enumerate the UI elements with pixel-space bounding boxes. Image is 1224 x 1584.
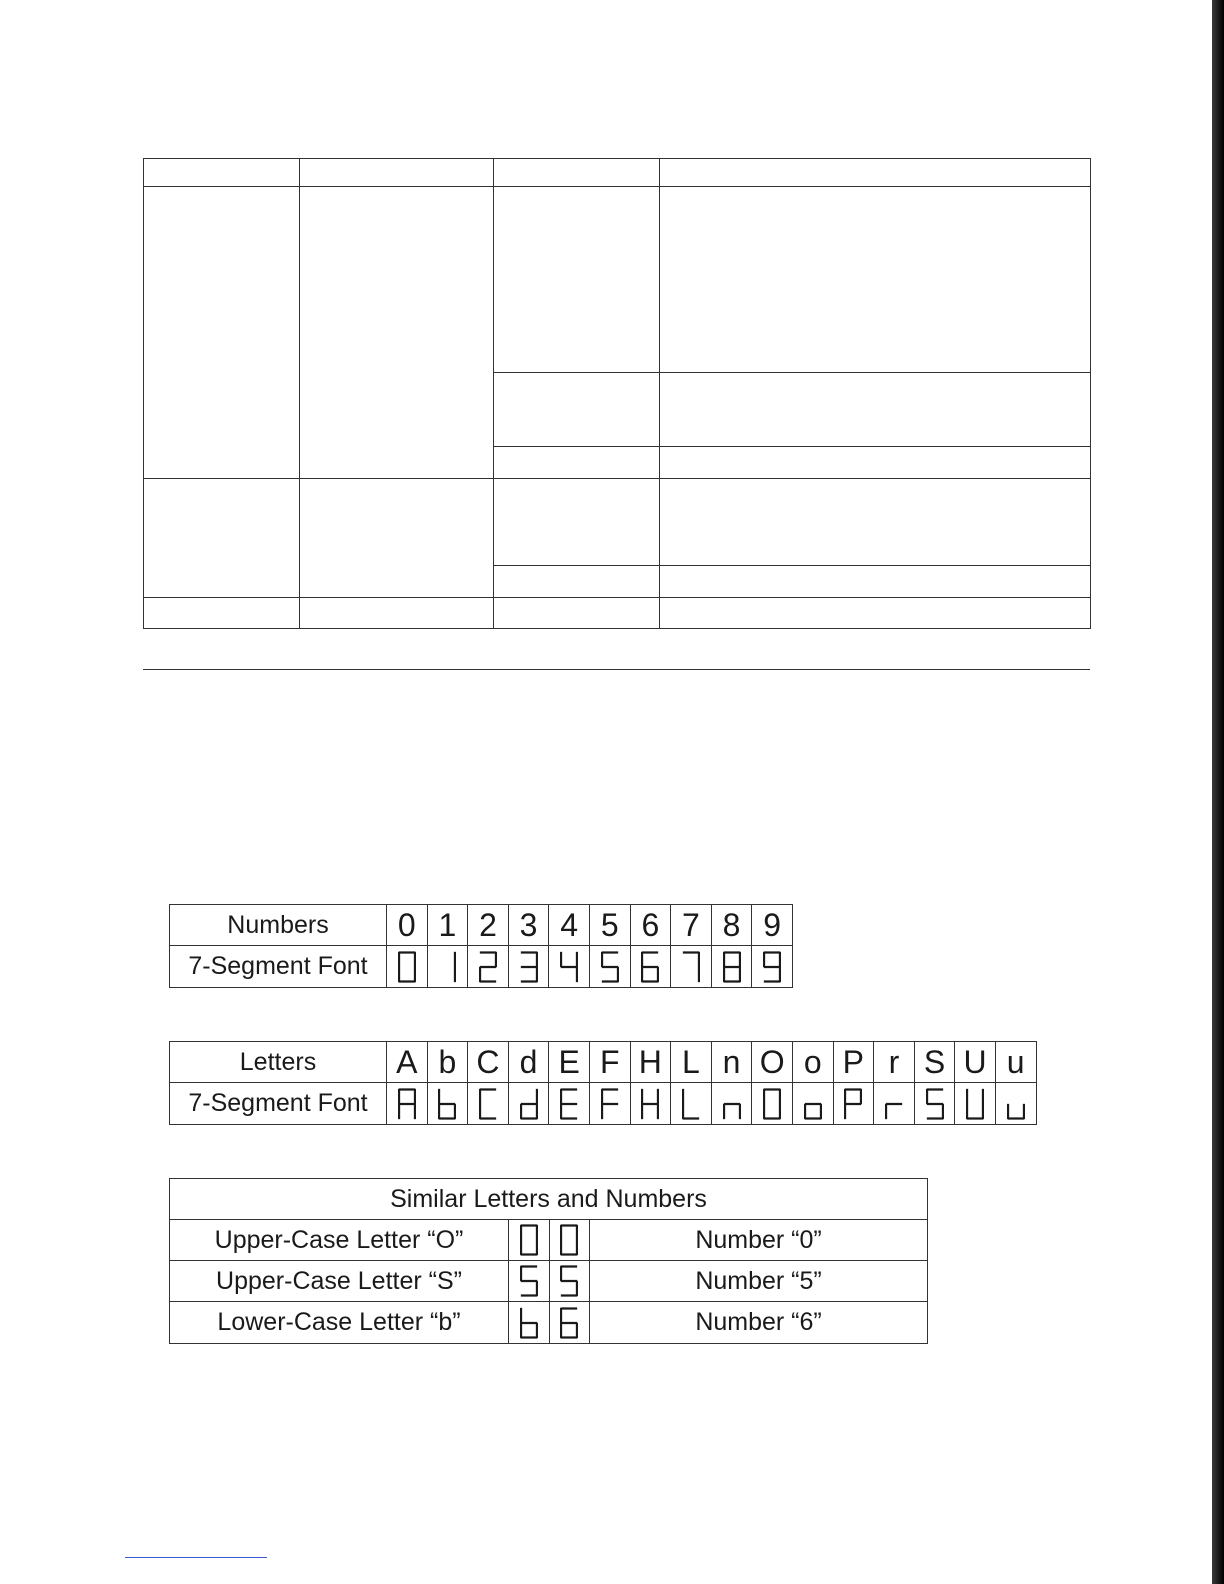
letter-segment-cell <box>671 1083 712 1125</box>
seven-segment-glyph-icon <box>885 1088 903 1120</box>
seven-segment-glyph-icon <box>560 1224 578 1256</box>
similar-number-glyph <box>549 1261 590 1302</box>
number-char-cell: 4 <box>549 905 590 946</box>
seven-segment-glyph-icon <box>682 951 700 983</box>
seven-segment-font-label: 7-Segment Font <box>170 1083 387 1125</box>
number-char-cell: 8 <box>711 905 752 946</box>
similar-letter-label: Upper-Case Letter “O” <box>170 1220 509 1261</box>
number-char-cell: 2 <box>468 905 509 946</box>
page-edge-shadow <box>1212 0 1224 1584</box>
letter-char-cell: C <box>468 1042 509 1083</box>
similar-number-label: Number “0” <box>590 1220 928 1261</box>
number-char-cell: 7 <box>671 905 712 946</box>
seven-segment-font-label: 7-Segment Font <box>170 946 387 988</box>
seven-segment-glyph-icon <box>520 1088 538 1120</box>
similar-number-label: Number “5” <box>590 1261 928 1302</box>
section-divider <box>143 669 1090 670</box>
seven-segment-glyph-icon <box>520 1265 538 1297</box>
similar-letter-glyph <box>509 1302 550 1344</box>
letter-segment-cell <box>955 1083 996 1125</box>
letter-segment-cell <box>752 1083 793 1125</box>
letter-segment-cell <box>833 1083 874 1125</box>
letter-segment-cell <box>914 1083 955 1125</box>
number-segment-cell <box>549 946 590 988</box>
seven-segment-glyph-icon <box>601 1088 619 1120</box>
grid-cell <box>494 598 660 629</box>
seven-segment-glyph-icon <box>926 1088 944 1120</box>
grid-cell <box>660 159 1091 187</box>
letter-char-cell: r <box>874 1042 915 1083</box>
seven-segment-glyph-icon <box>763 1088 781 1120</box>
number-segment-cell <box>387 946 428 988</box>
seven-segment-glyph-icon <box>520 1224 538 1256</box>
seven-segment-glyph-icon <box>438 951 456 983</box>
letter-char-cell: E <box>549 1042 590 1083</box>
letter-char-cell: O <box>752 1042 793 1083</box>
grid-cell <box>144 159 300 187</box>
grid-cell <box>144 479 300 598</box>
similar-number-glyph <box>549 1220 590 1261</box>
letter-segment-cell <box>427 1083 468 1125</box>
number-segment-cell <box>711 946 752 988</box>
number-char-cell: 5 <box>589 905 630 946</box>
seven-segment-glyph-icon <box>763 951 781 983</box>
grid-cell <box>300 187 494 479</box>
letter-segment-cell <box>792 1083 833 1125</box>
seven-segment-glyph-icon <box>601 951 619 983</box>
grid-cell <box>494 373 660 447</box>
letter-char-cell: S <box>914 1042 955 1083</box>
seven-segment-glyph-icon <box>438 1088 456 1120</box>
similar-letter-glyph <box>509 1220 550 1261</box>
footer-link-underline <box>125 1557 267 1558</box>
letter-segment-cell <box>995 1083 1036 1125</box>
letter-char-cell: u <box>995 1042 1036 1083</box>
number-segment-cell <box>630 946 671 988</box>
seven-segment-glyph-icon <box>520 951 538 983</box>
seven-segment-glyph-icon <box>723 951 741 983</box>
number-segment-cell <box>427 946 468 988</box>
seven-segment-glyph-icon <box>479 951 497 983</box>
letter-segment-cell <box>589 1083 630 1125</box>
letter-segment-cell <box>630 1083 671 1125</box>
seven-segment-glyph-icon <box>641 1088 659 1120</box>
numbers-font-table <box>169 904 793 988</box>
grid-cell <box>494 479 660 566</box>
number-char-cell: 6 <box>630 905 671 946</box>
letter-char-cell: o <box>792 1042 833 1083</box>
letter-char-cell: b <box>427 1042 468 1083</box>
seven-segment-glyph-icon <box>560 1088 578 1120</box>
similar-letters-numbers-table <box>169 1178 928 1344</box>
grid-cell <box>660 373 1091 447</box>
grid-cell <box>660 598 1091 629</box>
number-char-cell: 9 <box>752 905 793 946</box>
seven-segment-glyph-icon <box>560 951 578 983</box>
grid-cell <box>144 598 300 629</box>
similar-letter-glyph <box>509 1261 550 1302</box>
number-char-cell: 3 <box>508 905 549 946</box>
letter-char-cell: H <box>630 1042 671 1083</box>
grid-cell <box>660 566 1091 598</box>
grid-cell <box>300 479 494 598</box>
grid-cell <box>660 187 1091 373</box>
number-char-cell: 0 <box>387 905 428 946</box>
seven-segment-glyph-icon <box>398 1088 416 1120</box>
letter-char-cell: n <box>711 1042 752 1083</box>
letters-label: Letters <box>170 1042 387 1083</box>
letter-segment-cell <box>711 1083 752 1125</box>
letter-char-cell: P <box>833 1042 874 1083</box>
similar-number-glyph <box>549 1302 590 1344</box>
seven-segment-glyph-icon <box>520 1307 538 1339</box>
similar-number-label: Number “6” <box>590 1302 928 1344</box>
seven-segment-glyph-icon <box>479 1088 497 1120</box>
grid-cell <box>300 159 494 187</box>
letter-segment-cell <box>468 1083 509 1125</box>
similar-letter-label: Upper-Case Letter “S” <box>170 1261 509 1302</box>
letter-char-cell: U <box>955 1042 996 1083</box>
grid-cell <box>494 159 660 187</box>
numbers-label: Numbers <box>170 905 387 946</box>
letter-segment-cell <box>549 1083 590 1125</box>
grid-cell <box>494 187 660 373</box>
number-segment-cell <box>589 946 630 988</box>
number-segment-cell <box>508 946 549 988</box>
seven-segment-glyph-icon <box>560 1307 578 1339</box>
letter-segment-cell <box>874 1083 915 1125</box>
grid-cell <box>494 447 660 479</box>
letter-char-cell: d <box>508 1042 549 1083</box>
grid-cell <box>660 479 1091 566</box>
grid-cell <box>300 598 494 629</box>
seven-segment-glyph-icon <box>641 951 659 983</box>
seven-segment-glyph-icon <box>723 1088 741 1120</box>
seven-segment-glyph-icon <box>804 1088 822 1120</box>
grid-cell <box>144 187 300 479</box>
seven-segment-glyph-icon <box>682 1088 700 1120</box>
number-segment-cell <box>468 946 509 988</box>
letter-char-cell: A <box>387 1042 428 1083</box>
seven-segment-glyph-icon <box>966 1088 984 1120</box>
seven-segment-glyph-icon <box>398 951 416 983</box>
grid-cell <box>660 447 1091 479</box>
number-segment-cell <box>752 946 793 988</box>
seven-segment-glyph-icon <box>844 1088 862 1120</box>
letters-font-table <box>169 1041 1037 1125</box>
letter-segment-cell <box>387 1083 428 1125</box>
blank-grid-table <box>143 158 1091 629</box>
seven-segment-glyph-icon <box>1007 1088 1025 1120</box>
seven-segment-glyph-icon <box>560 1265 578 1297</box>
grid-cell <box>494 566 660 598</box>
number-char-cell: 1 <box>427 905 468 946</box>
similar-letter-label: Lower-Case Letter “b” <box>170 1302 509 1344</box>
letter-char-cell: L <box>671 1042 712 1083</box>
letter-char-cell: F <box>589 1042 630 1083</box>
number-segment-cell <box>671 946 712 988</box>
letter-segment-cell <box>508 1083 549 1125</box>
similar-table-title: Similar Letters and Numbers <box>170 1179 928 1220</box>
